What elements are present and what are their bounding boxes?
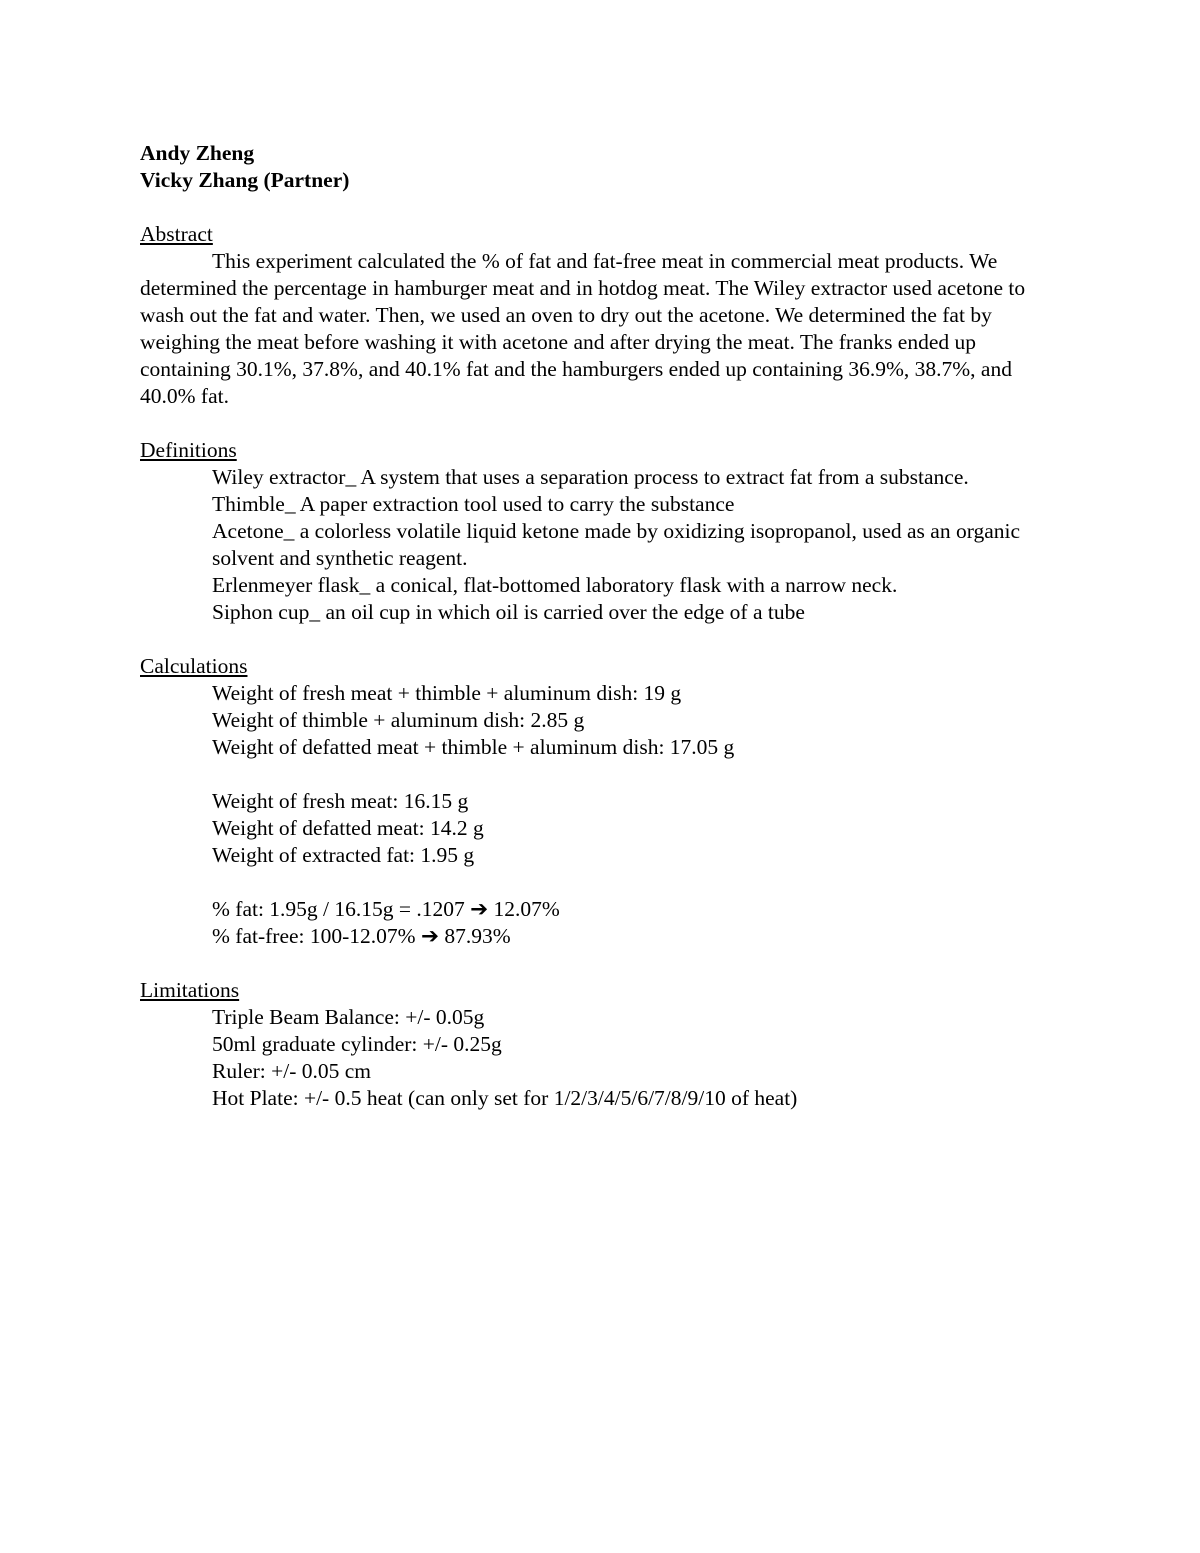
calc-percent-fat: % fat: 1.95g / 16.15g = .1207 ➔ 12.07% (212, 897, 560, 921)
limitation-hot-plate: Hot Plate: +/- 0.5 heat (can only set for 1/2/3/4/5/6/7/8/9/10 of heat) (212, 1086, 798, 1110)
calc-fresh-meat: Weight of fresh meat: 16.15 g (212, 789, 469, 813)
abstract-text: This experiment calculated the % of fat and fat-free meat in commercial meat products. We determined the percentage in hamburger meat and in hotdog meat. The Wiley extractor used acetone to wash out the fat and water. Then, we used an oven to dry out the acetone. We determined the fat by weighing the meat before washing it with acetone and after drying the meat. The franks ended up containing 30.1%, 37.8%, and 40.1% fat and the hamburgers ended up containing 36.9%, 38.7%, and 40.0% fat. (140, 249, 1026, 408)
spacer (140, 950, 1060, 977)
definition-acetone: Acetone_ a colorless volatile liquid ketone made by oxidizing isopropanol, used as an organic solvent and synthetic reagent. (212, 519, 1021, 570)
calc-extracted-fat: Weight of extracted fat: 1.95 g (212, 843, 475, 867)
partner-name: Vicky Zhang (Partner) (140, 168, 350, 192)
calc-fresh-meat-total: Weight of fresh meat + thimble + aluminum dish: 19 g (212, 681, 682, 705)
limitation-ruler: Ruler: +/- 0.05 cm (212, 1059, 372, 1083)
definitions-heading: Definitions (140, 438, 237, 462)
author-name: Andy Zheng (140, 141, 255, 165)
calc-defatted-meat: Weight of defatted meat: 14.2 g (212, 816, 484, 840)
definition-wiley-extractor: Wiley extractor_ A system that uses a separation process to extract fat from a substance. (212, 465, 969, 489)
limitations-heading: Limitations (140, 978, 240, 1002)
definition-siphon-cup: Siphon cup_ an oil cup in which oil is carried over the edge of a tube (212, 600, 805, 624)
definition-erlenmeyer-flask: Erlenmeyer flask_ a conical, flat-bottomed laboratory flask with a narrow neck. (212, 573, 898, 597)
limitation-triple-beam-balance: Triple Beam Balance: +/- 0.05g (212, 1005, 485, 1029)
calculations-heading: Calculations (140, 654, 248, 678)
document-page (140, 140, 1060, 1112)
spacer (140, 194, 1060, 221)
abstract-heading: Abstract (140, 222, 213, 246)
definition-thimble: Thimble_ A paper extraction tool used to carry the substance (212, 492, 735, 516)
calc-defatted-total: Weight of defatted meat + thimble + aluminum dish: 17.05 g (212, 735, 735, 759)
spacer (140, 761, 1060, 788)
spacer (140, 869, 1060, 896)
limitation-graduate-cylinder: 50ml graduate cylinder: +/- 0.25g (212, 1032, 502, 1056)
calc-percent-fat-free: % fat-free: 100-12.07% ➔ 87.93% (212, 924, 511, 948)
spacer (140, 410, 1060, 437)
calc-thimble-dish: Weight of thimble + aluminum dish: 2.85 g (212, 708, 585, 732)
spacer (140, 626, 1060, 653)
